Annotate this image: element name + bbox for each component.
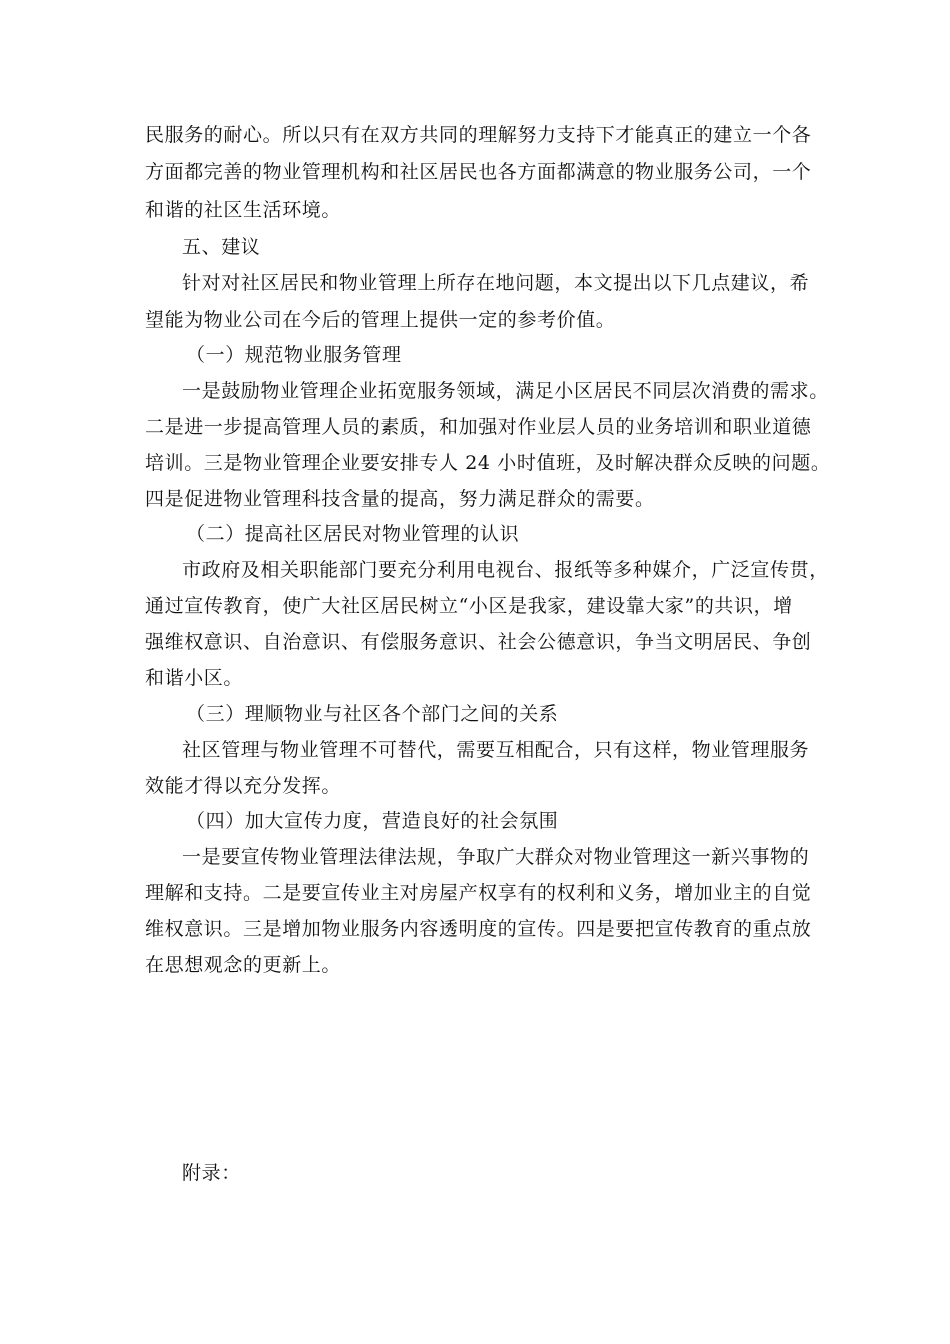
paragraph-line: 望能为物业公司在今后的管理上提供一定的参考价值。 bbox=[145, 309, 616, 331]
appendix-label: 附录： bbox=[182, 1162, 241, 1184]
section-heading: 五、建议 bbox=[182, 236, 261, 258]
paragraph-line: 市政府及相关职能部门要充分利用电视台、报纸等多种媒介，广泛宣传贯， bbox=[182, 559, 829, 581]
paragraph-line: 一是要宣传物业管理法律法规，争取广大群众对物业管理这一新兴事物的 bbox=[182, 846, 810, 868]
subsection-heading: （三）理顺物业与社区各个部门之间的关系 bbox=[186, 703, 559, 725]
paragraph-line: 培训。三是物业管理企业要安排专人 24 小时值班，及时解决群众反映的问题。 bbox=[145, 452, 831, 474]
paragraph-line: 方面都完善的物业管理机构和社区居民也各方面都满意的物业服务公司，一个 bbox=[145, 161, 812, 183]
subsection-heading: （一）规范物业服务管理 bbox=[186, 344, 402, 366]
paragraph-line: 民服务的耐心。所以只有在双方共同的理解努力支持下才能真正的建立一个各 bbox=[145, 124, 812, 146]
subsection-heading: （二）提高社区居民对物业管理的认识 bbox=[186, 523, 520, 545]
paragraph-line: 四是促进物业管理科技含量的提高，努力满足群众的需要。 bbox=[145, 488, 655, 510]
paragraph-line: 在思想观念的更新上。 bbox=[145, 954, 342, 976]
paragraph-line: 二是进一步提高管理人员的素质，和加强对作业层人员的业务培训和职业道德 bbox=[145, 416, 812, 438]
paragraph-line: 强维权意识、自治意识、有偿服务意识、社会公德意识，争当文明居民、争创 bbox=[145, 631, 812, 653]
paragraph-line: 效能才得以充分发挥。 bbox=[145, 775, 342, 797]
paragraph-line: 通过宣传教育，使广大社区居民树立“小区是我家，建设靠大家”的共识，增 bbox=[145, 595, 793, 617]
paragraph-line: 和谐的社区生活环境。 bbox=[145, 199, 342, 221]
subsection-heading: （四）加大宣传力度，营造良好的社会氛围 bbox=[186, 810, 559, 832]
paragraph-line: 社区管理与物业管理不可替代，需要互相配合，只有这样，物业管理服务 bbox=[182, 739, 810, 761]
paragraph-line: 维权意识。三是增加物业服务内容透明度的宣传。四是要把宣传教育的重点放 bbox=[145, 918, 812, 940]
paragraph-line: 一是鼓励物业管理企业拓宽服务领域，满足小区居民不同层次消费的需求。 bbox=[182, 380, 829, 402]
paragraph-line: 理解和支持。二是要宣传业主对房屋产权享有的权利和义务，增加业主的自觉 bbox=[145, 882, 812, 904]
paragraph-line: 和谐小区。 bbox=[145, 667, 244, 689]
paragraph-line: 针对对社区居民和物业管理上所存在地问题，本文提出以下几点建议，希 bbox=[182, 272, 810, 294]
